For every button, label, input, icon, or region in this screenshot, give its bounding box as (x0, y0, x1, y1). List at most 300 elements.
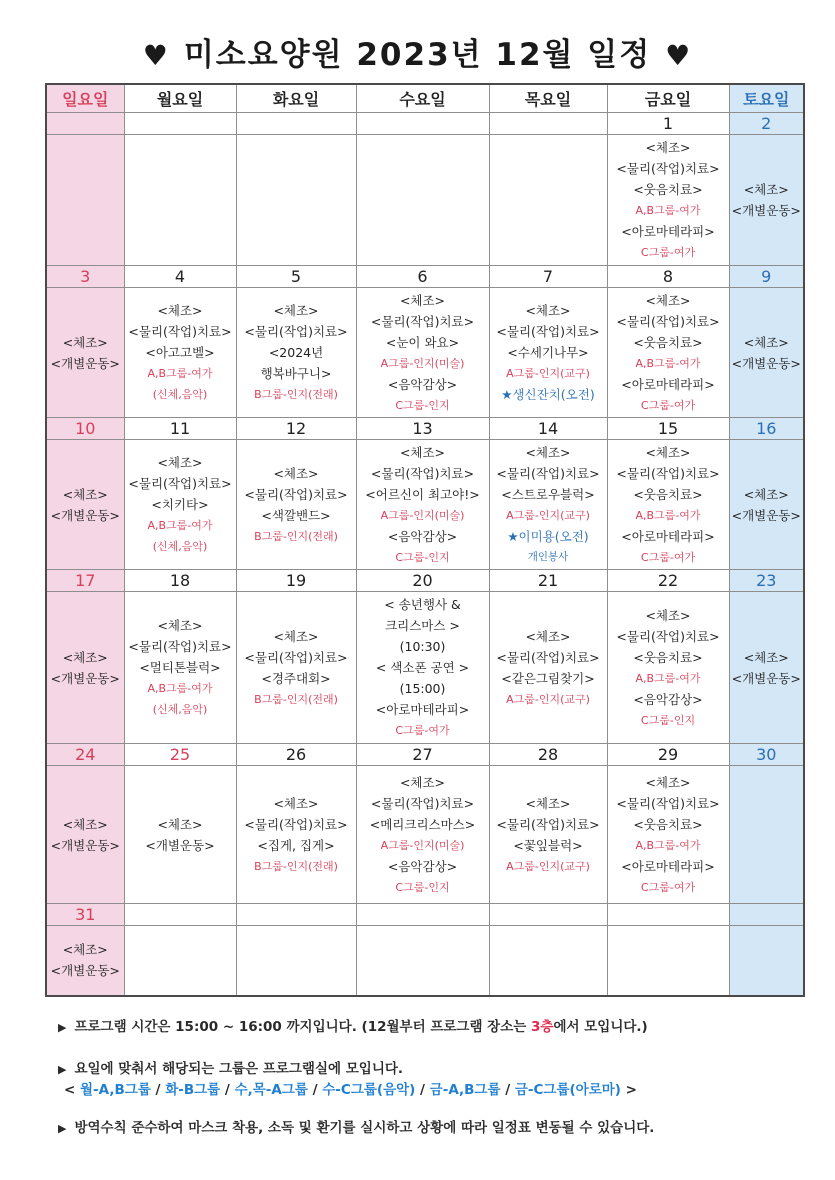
group-label: C그룹-인지 (395, 880, 450, 894)
separator: < (64, 1082, 81, 1098)
date-number: 22 (657, 571, 679, 590)
group-label: (신체,음악) (152, 703, 208, 716)
schedule-cell (489, 592, 607, 744)
date-number: 5 (290, 267, 302, 286)
activity-item: <체조> (743, 486, 789, 502)
activity-item: <개별운동> (731, 203, 801, 218)
activity-list (608, 605, 729, 731)
group-label: C그룹-인지 (640, 713, 696, 727)
activity-item: <물리(작업)치료> (496, 816, 600, 832)
group-label: C그룹-여가 (395, 724, 450, 737)
weekday-header: 화요일 (236, 84, 356, 113)
schedule-cell (124, 926, 236, 996)
activity-list (490, 626, 607, 710)
group-schedule-item: 수,목-A그룹 (234, 1082, 308, 1098)
date-cell (46, 113, 124, 135)
activity-item: <개별운동> (731, 507, 801, 523)
activity-item: (10:30) (399, 639, 446, 654)
date-cell (236, 266, 356, 288)
group-label: B그룹-인지(전래) (254, 529, 338, 543)
group-label: C그룹-여가 (640, 398, 696, 412)
activity-item: <아고고벨> (145, 345, 215, 360)
activity-item: <체조> (645, 444, 691, 460)
activity-item: <체조> (273, 303, 319, 318)
date-cell (236, 113, 356, 135)
group-label: A,B그룹-여가 (147, 367, 213, 380)
activity-item: <눈이 와요> (385, 334, 460, 350)
activity-item: <체조> (399, 444, 446, 460)
weekday-header: 월요일 (124, 84, 236, 113)
activity-item: <아로마테라피> (621, 224, 715, 239)
event-label: ★이미용(오전) (507, 528, 589, 544)
note-line-1 (58, 1015, 648, 1035)
date-cell (236, 570, 356, 592)
activity-item: <웃음치료> (633, 816, 703, 832)
schedule-row (46, 766, 804, 904)
date-cell (607, 570, 729, 592)
activity-item: 크리스마스 > (385, 618, 460, 633)
schedule-cell (124, 135, 236, 266)
date-cell (489, 570, 607, 592)
activity-item: (15:00) (399, 681, 446, 696)
date-number: 18 (169, 571, 191, 590)
date-cell (489, 418, 607, 440)
activity-item: <개별운동> (50, 837, 120, 853)
date-number: 29 (657, 745, 679, 764)
schedule-cell (236, 135, 356, 266)
group-label: A그룹-인지(미술) (380, 356, 465, 370)
date-cell (729, 418, 804, 440)
date-number: 1 (662, 114, 674, 133)
activity-item: <아로마테라피> (621, 376, 715, 392)
activity-list (125, 615, 236, 720)
group-label: A,B그룹-여가 (635, 838, 701, 852)
group-label: A그룹-인지(교구) (506, 859, 590, 873)
date-cell (729, 266, 804, 288)
schedule-cell (729, 135, 804, 266)
activity-item: <개별운동> (50, 507, 120, 523)
schedule-cell (124, 440, 236, 570)
date-number: 23 (756, 571, 777, 590)
note-line-3-groups (64, 1078, 637, 1098)
date-cell (356, 904, 489, 926)
activity-item: <개별운동> (50, 963, 120, 979)
date-cell (356, 266, 489, 288)
note-text: 에서 모입니다.) (553, 1019, 648, 1035)
schedule-cell (124, 288, 236, 418)
activity-item: <체조> (157, 618, 203, 633)
activity-item: <물리(작업)치료> (496, 465, 600, 481)
activity-list (125, 452, 236, 557)
group-schedule-item: 금-A,B그룹 (429, 1082, 501, 1098)
date-cell (356, 113, 489, 135)
activity-item: <물리(작업)치료> (616, 628, 720, 644)
note-line-4 (58, 1116, 654, 1136)
schedule-cell (607, 926, 729, 996)
activity-item: <물리(작업)치료> (244, 816, 348, 832)
date-row (46, 266, 804, 288)
activity-list (125, 300, 236, 405)
activity-list (357, 594, 489, 741)
date-cell (124, 744, 236, 766)
schedule-cell (729, 766, 804, 904)
triangle-bullet-icon: ▶ (58, 1021, 67, 1034)
note-text: 요일에 맞춰서 해당되는 그룹은 프로그램실에 모입니다. (74, 1061, 404, 1077)
schedule-row (46, 440, 804, 570)
activity-item: <체조> (62, 486, 108, 502)
schedule-row (46, 926, 804, 996)
activity-item: <멀티톤블럭> (139, 660, 221, 675)
activity-item: <웃음치료> (633, 486, 703, 502)
separator: / (415, 1082, 430, 1098)
activity-item: <음악감상> (387, 376, 458, 392)
group-label: C그룹-여가 (640, 550, 696, 564)
schedule-cell (124, 592, 236, 744)
date-cell (607, 266, 729, 288)
date-number (730, 904, 804, 925)
date-number (490, 904, 607, 925)
date-number: 27 (412, 745, 433, 764)
activity-list (47, 332, 124, 374)
activity-item: <체조> (399, 292, 446, 308)
activity-item: <체조> (645, 607, 691, 623)
activity-item: <음악감상> (387, 528, 458, 544)
date-row (46, 744, 804, 766)
activity-item: <체조> (62, 816, 108, 832)
date-number: 14 (537, 419, 559, 438)
activity-item: <물리(작업)치료> (244, 649, 348, 665)
activity-list (490, 300, 607, 405)
activity-item: <체조> (525, 628, 571, 644)
date-cell (356, 744, 489, 766)
activity-list (125, 814, 236, 856)
activity-list (237, 463, 356, 547)
date-number: 19 (285, 571, 307, 590)
group-label: A,B그룹-여가 (635, 356, 701, 370)
date-number (490, 113, 607, 134)
date-cell (46, 904, 124, 926)
date-number (237, 904, 356, 925)
date-cell (356, 570, 489, 592)
activity-item: <체조> (525, 303, 571, 318)
date-number: 17 (75, 571, 96, 590)
heart-icon: ♥ (665, 39, 693, 72)
calendar-table (45, 83, 805, 997)
schedule-cell (489, 766, 607, 904)
activity-item: <어르신이 최고야!> (365, 486, 480, 502)
page-title (0, 30, 835, 80)
date-number (357, 113, 489, 134)
activity-item: <아로마테라피> (621, 528, 715, 544)
schedule-cell (489, 135, 607, 266)
triangle-bullet-icon: ▶ (58, 1063, 67, 1076)
date-cell (236, 418, 356, 440)
date-number: 25 (169, 745, 191, 764)
activity-item: <체조> (743, 182, 789, 197)
activity-list (730, 647, 804, 689)
note-text: 프로그램 시간은 15:00 ~ 16:00 까지입니다. (12월부터 프로그램 장소는 (74, 1019, 532, 1035)
date-number: 11 (169, 419, 191, 438)
activity-list (730, 179, 804, 221)
date-cell (124, 570, 236, 592)
date-cell (729, 113, 804, 135)
activity-list (47, 939, 124, 981)
date-number: 20 (412, 571, 433, 590)
group-label: (신체,음악) (152, 540, 208, 553)
date-number: 6 (417, 267, 428, 286)
activity-item: <물리(작업)치료> (616, 313, 720, 329)
schedule-cell (356, 926, 489, 996)
activity-item: <체조> (743, 649, 789, 665)
activity-item: <체조> (399, 774, 446, 790)
date-cell (356, 418, 489, 440)
activity-item: <물리(작업)치료> (496, 649, 600, 665)
date-cell (607, 113, 729, 135)
schedule-cell (236, 926, 356, 996)
date-cell (124, 904, 236, 926)
activity-item: <같은그림찾기> (501, 670, 595, 686)
separator: / (307, 1082, 323, 1098)
date-number: 21 (537, 571, 559, 590)
activity-item: <체조> (743, 334, 789, 350)
activity-item: <아로마테라피> (375, 702, 470, 717)
group-label: A그룹-인지(교구) (506, 692, 590, 706)
separator: > (620, 1082, 637, 1098)
activity-item: <웃음치료> (633, 649, 703, 665)
activity-item: <체조> (645, 292, 691, 308)
activity-item: <웃음치료> (633, 334, 703, 350)
schedule-cell (356, 135, 489, 266)
activity-list (730, 332, 804, 374)
date-number (357, 904, 489, 925)
group-label: C그룹-여가 (640, 246, 696, 259)
schedule-cell (729, 288, 804, 418)
activity-item: <물리(작업)치료> (370, 313, 475, 329)
title-text: 미소요양원 2023년 12월 일정 (183, 37, 652, 73)
date-cell (607, 744, 729, 766)
activity-item: <체조> (157, 455, 203, 470)
activity-list (237, 300, 356, 405)
activity-list (490, 442, 607, 568)
activity-item: 행복바구니> (260, 366, 332, 381)
schedule-cell (236, 440, 356, 570)
activity-item: <체조> (273, 465, 319, 481)
weekday-header: 금요일 (607, 84, 729, 113)
activity-item: <물리(작업)치료> (616, 795, 720, 811)
schedule-cell (489, 440, 607, 570)
activity-item: <메리크리스마스> (369, 816, 476, 832)
weekday-header: 목요일 (489, 84, 607, 113)
schedule-cell (46, 440, 124, 570)
schedule-cell (236, 592, 356, 744)
date-number: 8 (662, 267, 674, 286)
group-label: A,B그룹-여가 (147, 682, 213, 695)
date-row (46, 418, 804, 440)
activity-item: <치키타> (151, 497, 209, 512)
date-cell (124, 418, 236, 440)
activity-list (357, 772, 489, 898)
date-number: 10 (75, 419, 96, 438)
date-number (47, 113, 124, 134)
activity-item: <물리(작업)치료> (128, 324, 232, 339)
date-number (125, 113, 236, 134)
heart-icon: ♥ (142, 39, 170, 72)
schedule-cell (356, 766, 489, 904)
group-label: B그룹-인지(전래) (254, 692, 338, 706)
activity-item: <스트로우블럭> (501, 486, 595, 502)
date-cell (729, 744, 804, 766)
activity-item: <체조> (645, 140, 691, 155)
schedule-cell (356, 288, 489, 418)
date-number: 30 (756, 745, 777, 764)
schedule-cell (46, 288, 124, 418)
schedule-cell (607, 288, 729, 418)
activity-item: <개별운동> (731, 670, 801, 686)
activity-list (47, 647, 124, 689)
schedule-cell (607, 592, 729, 744)
schedule-cell (729, 592, 804, 744)
date-cell (236, 904, 356, 926)
date-number: 12 (285, 419, 307, 438)
group-label: C그룹-인지 (395, 398, 450, 412)
group-label: B그룹-인지(전래) (254, 859, 338, 873)
activity-list (237, 793, 356, 877)
activity-list (357, 442, 489, 568)
schedule-cell (607, 135, 729, 266)
schedule-cell (236, 766, 356, 904)
activity-item: <물리(작업)치료> (128, 476, 232, 491)
group-label: C그룹-인지 (395, 550, 450, 564)
activity-list (47, 814, 124, 856)
note-highlight: 3층 (531, 1019, 554, 1035)
schedule-cell (236, 288, 356, 418)
activity-item: <음악감상> (633, 691, 703, 707)
schedule-cell (356, 440, 489, 570)
activity-item: <꽃잎블럭> (513, 837, 583, 853)
group-label: A,B그룹-여가 (147, 519, 213, 532)
activity-list (730, 484, 804, 526)
schedule-row (46, 135, 804, 266)
weekday-header: 일요일 (46, 84, 124, 113)
date-number: 16 (756, 419, 777, 438)
group-label: A,B그룹-여가 (635, 671, 701, 685)
event-label: ★생신잔치(오전) (501, 387, 595, 402)
schedule-cell (729, 926, 804, 996)
note-text: 방역수칙 준수하여 마스크 착용, 소독 및 환기를 실시하고 상황에 따라 일정표 변동될 수 있습니다. (74, 1120, 655, 1136)
schedule-cell (489, 926, 607, 996)
activity-item: <물리(작업)치료> (128, 639, 232, 654)
schedule-cell (729, 440, 804, 570)
activity-item: <개별운동> (145, 837, 215, 853)
date-cell (489, 744, 607, 766)
group-schedule-item: 화-B그룹 (165, 1082, 221, 1098)
group-label: A그룹-인지(미술) (380, 508, 465, 522)
activity-item: <개별운동> (50, 670, 120, 686)
weekday-header: 토요일 (729, 84, 804, 113)
activity-item: <물리(작업)치료> (370, 795, 475, 811)
activity-item: <개별운동> (731, 355, 801, 371)
date-cell (46, 266, 124, 288)
date-number (125, 904, 236, 925)
date-number: 15 (657, 419, 679, 438)
activity-item: <수세기나무> (507, 345, 589, 360)
activity-item: <체조> (273, 628, 319, 644)
schedule-row (46, 288, 804, 418)
schedule-row (46, 592, 804, 744)
schedule-cell (46, 135, 124, 266)
activity-item: <아로마테라피> (621, 858, 715, 874)
date-cell (489, 904, 607, 926)
schedule-cell (607, 766, 729, 904)
date-cell (124, 113, 236, 135)
date-number (237, 113, 356, 134)
group-label: A그룹-인지(교구) (506, 508, 590, 522)
activity-list (608, 442, 729, 568)
separator: / (500, 1082, 515, 1098)
activity-item: <체조> (62, 649, 108, 665)
date-cell (46, 418, 124, 440)
activity-list (608, 290, 729, 416)
activity-list (237, 626, 356, 710)
date-number: 2 (761, 114, 772, 133)
date-cell (46, 570, 124, 592)
event-label: 개인봉사 (527, 550, 569, 563)
group-schedule-item: 수-C그룹(음악) (322, 1082, 416, 1098)
date-cell (729, 904, 804, 926)
date-row (46, 113, 804, 135)
activity-list (357, 290, 489, 416)
date-cell (124, 266, 236, 288)
date-number: 4 (174, 267, 186, 286)
date-number: 7 (542, 267, 554, 286)
activity-item: <물리(작업)치료> (244, 324, 348, 339)
date-cell (236, 744, 356, 766)
activity-item: <색깔밴드> (261, 507, 331, 523)
activity-item: <체조> (157, 303, 203, 318)
date-number: 26 (285, 745, 307, 764)
separator: / (220, 1082, 235, 1098)
activity-item: <물리(작업)치료> (616, 161, 720, 176)
date-cell (729, 570, 804, 592)
activity-item: < 송년행사 & (384, 597, 461, 612)
date-cell (489, 266, 607, 288)
activity-list (608, 137, 729, 263)
date-number: 28 (537, 745, 559, 764)
schedule-cell (46, 926, 124, 996)
schedule-cell (489, 288, 607, 418)
group-schedule-item: 월-A,B그룹 (80, 1082, 151, 1098)
schedule-cell (607, 440, 729, 570)
group-schedule-item: 금-C그룹(아로마) (514, 1082, 621, 1098)
weekday-header-row (46, 84, 804, 113)
activity-item: <체조> (62, 334, 108, 350)
activity-list (47, 484, 124, 526)
date-number: 3 (80, 267, 91, 286)
activity-item: <체조> (62, 942, 108, 958)
group-label: (신체,음악) (152, 388, 208, 401)
date-number: 9 (761, 267, 772, 286)
group-label: C그룹-여가 (640, 880, 696, 894)
schedule-cell (46, 592, 124, 744)
schedule-cell (46, 766, 124, 904)
group-label: A그룹-인지(미술) (380, 838, 465, 852)
date-row (46, 904, 804, 926)
activity-item: <음악감상> (387, 858, 458, 874)
activity-item: <체조> (645, 774, 691, 790)
group-label: B그룹-인지(전래) (254, 388, 338, 401)
activity-item: <웃음치료> (633, 182, 703, 197)
group-label: A그룹-인지(교구) (506, 367, 590, 380)
